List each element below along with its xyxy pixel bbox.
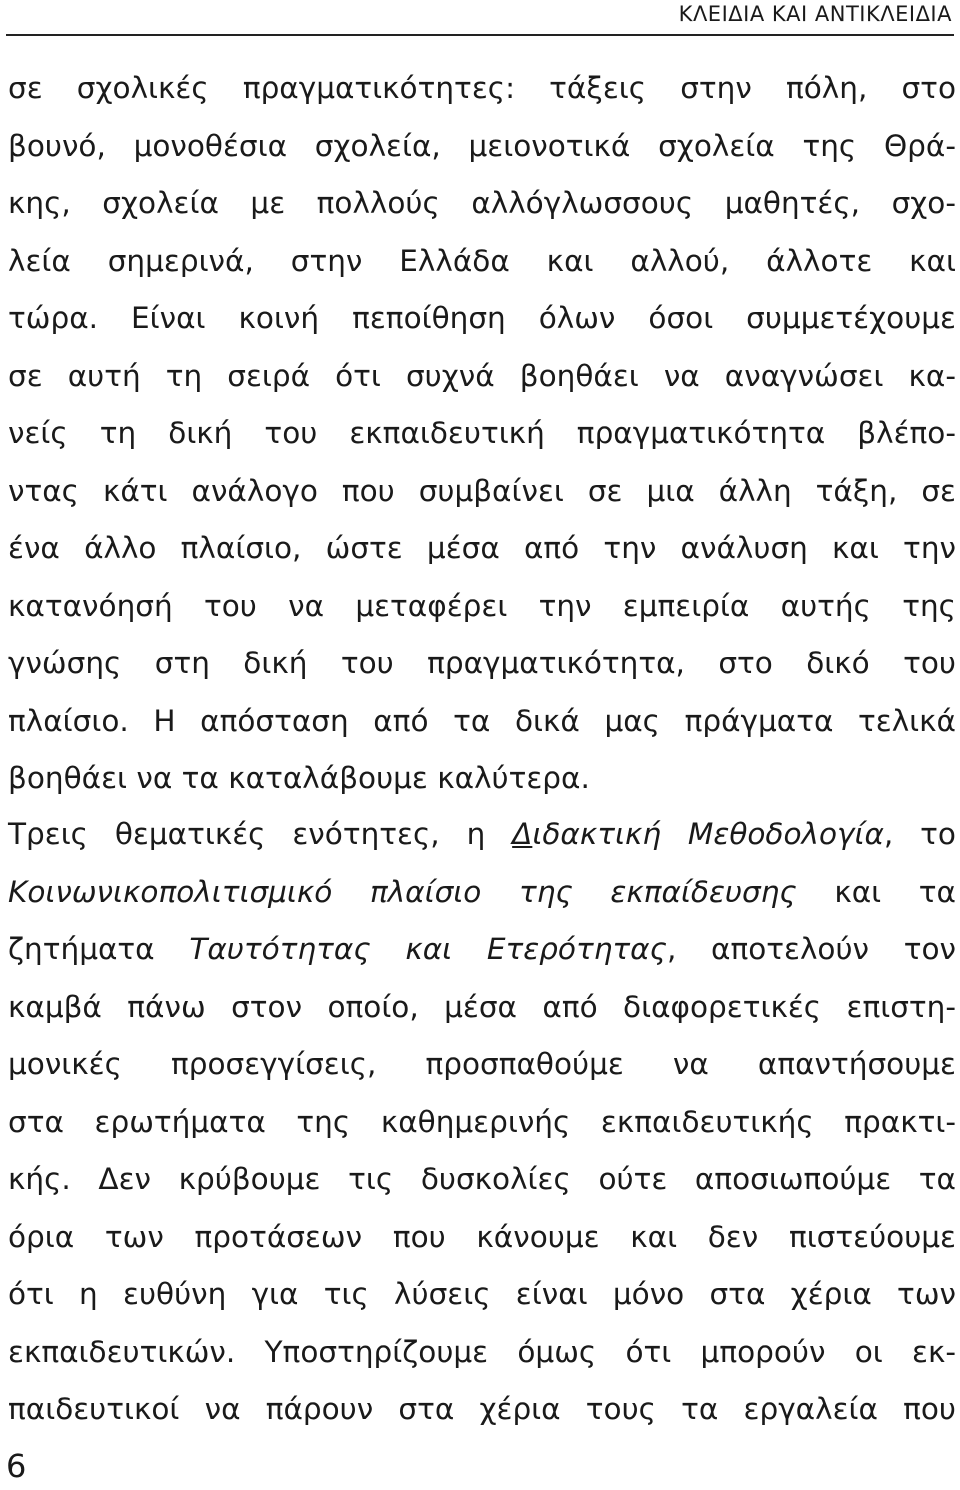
- emphasis-didaktiki-methodologia: [512, 817, 884, 851]
- paragraph-line: γνώσης στη δική του πραγματικότητα, στο δικό του: [8, 646, 956, 680]
- paragraph-line: τώρα. Είναι κοινή πεποίθηση όλων όσοι συμμετέχουμε: [8, 301, 956, 335]
- text-run: ιδακτική Μεθοδολογία: [532, 817, 884, 851]
- paragraph-line: ένα άλλο πλαίσιο, ώστε μέσα από την ανάλυση και την: [8, 531, 956, 565]
- paragraph-2: [8, 806, 956, 1439]
- paragraph-line: εκπαιδευτικών. Υποστηρίζουμε όμως ότι μπορούν οι εκ-: [8, 1334, 956, 1369]
- paragraph-line: ντας κάτι ανάλογο που συμβαίνει σε μια άλλη τάξη, σε: [8, 473, 956, 508]
- text-run: ζητήματα: [8, 932, 190, 966]
- text-run: , το: [883, 817, 956, 851]
- paragraph-line: [8, 864, 956, 922]
- paragraph-line: κατανόησή του να μεταφέρει την εμπειρία αυτής της: [8, 588, 956, 623]
- paragraph-line: ότι η ευθύνη για τις λύσεις είναι μόνο στα χέρια των: [8, 1277, 956, 1311]
- paragraph-line: καμβά πάνω στον οποίο, μέσα από διαφορετικές επιστη-: [8, 989, 956, 1024]
- paragraph-line: σε σχολικές πραγματικότητες: τάξεις στην πόλη, στο: [8, 71, 956, 105]
- paragraph-line: [8, 921, 956, 979]
- paragraph-line: σε αυτή τη σειρά ότι συχνά βοηθάει να αναγνώσει κα-: [8, 358, 956, 393]
- paragraph-line: κης, σχολεία με πολλούς αλλόγλωσσους μαθητές, σχο-: [8, 186, 956, 220]
- paragraph-line: [8, 806, 956, 864]
- paragraph-line: λεία σημερινά, στην Ελλάδα και αλλού, άλλοτε και: [8, 243, 956, 278]
- emphasis-taftotitas: Ταυτότητας και Ετερότητας: [189, 932, 667, 966]
- header-rule: [6, 34, 954, 36]
- running-header: ΚΛΕΙΔΙΑ ΚΑΙ ΑΝΤΙΚΛΕΙΔΙΑ: [678, 2, 952, 26]
- paragraph-line: πλαίσιο. Η απόσταση από τα δικά μας πράγματα τελικά: [8, 703, 956, 738]
- text-run: Τρεις θεματικές ενότητες, η: [8, 817, 513, 851]
- paragraph-line: μονικές προσεγγίσεις, προσπαθούμε να απαντήσουμε: [8, 1047, 956, 1081]
- paragraph-line: κής. Δεν κρύβουμε τις δυσκολίες ούτε αποσιωπούμε τα: [8, 1162, 956, 1196]
- paragraph-line: βουνό, μονοθέσια σχολεία, μειονοτικά σχολεία της Θρά-: [8, 128, 956, 163]
- text-run: , αποτελούν τον: [666, 932, 956, 966]
- paragraph-line: στα ερωτήματα της καθημερινής εκπαιδευτικής πρακτι-: [8, 1104, 956, 1139]
- page-number: 6: [6, 1447, 27, 1485]
- text-run: και τα: [796, 874, 956, 909]
- emphasis-koinonikopolitismiko: Κοινωνικοπολιτισμικό πλαίσιο της εκπαίδευσης: [8, 874, 797, 909]
- text-run: Δ: [512, 817, 533, 851]
- paragraph-line: βοηθάει να τα καταλάβουμε καλύτερα.: [8, 761, 590, 795]
- paragraph-line: όρια των προτάσεων που κάνουμε και δεν πιστεύουμε: [8, 1219, 956, 1254]
- paragraph-line: νείς τη δική του εκπαιδευτική πραγματικότητα βλέπο-: [8, 416, 956, 450]
- paragraph-line: παιδευτικοί να πάρουν στα χέρια τους τα εργαλεία που: [8, 1392, 956, 1426]
- paragraph-1: [8, 60, 956, 808]
